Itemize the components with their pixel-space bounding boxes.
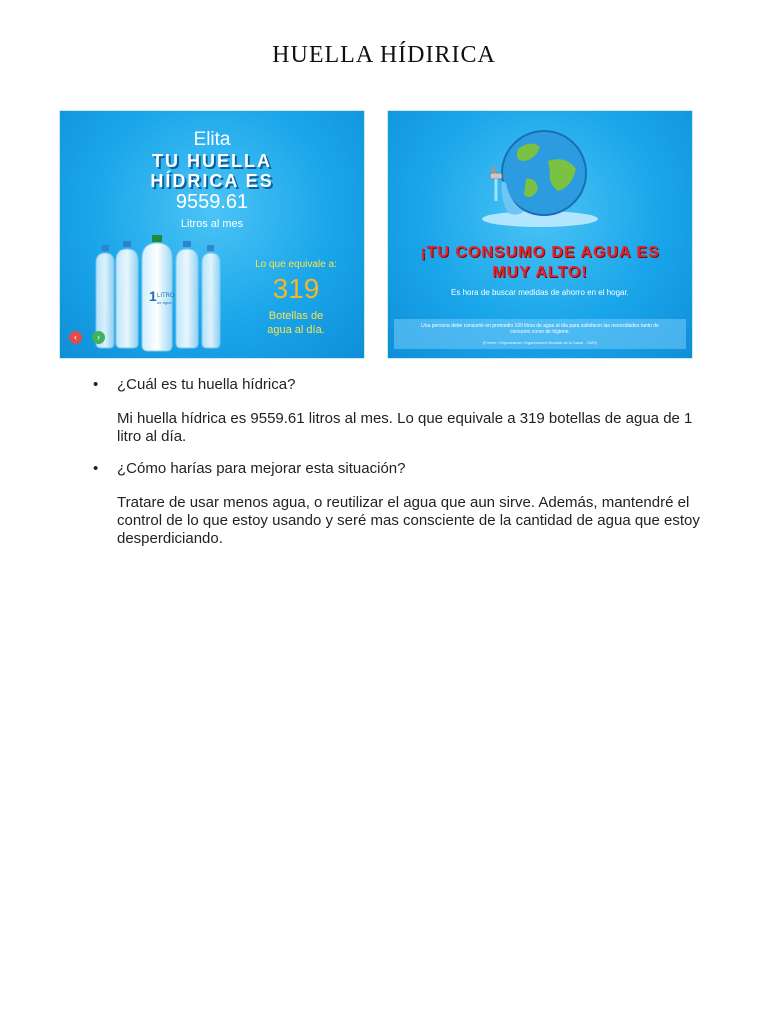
bottle-caption-line-2: agua al día. xyxy=(267,324,325,336)
question-text: ¿Cuál es tu huella hídrica? xyxy=(117,376,296,393)
warning-message: Es hora de buscar medidas de ahorro en el hogar. xyxy=(451,288,629,297)
headline-line-2: HÍDRICA ES xyxy=(150,171,274,191)
bottle-label-number: 1 xyxy=(149,288,157,304)
bottle-caption-line-1: Botellas de xyxy=(268,310,324,322)
previous-slide-button[interactable]: ‹ xyxy=(69,331,82,344)
next-slide-button[interactable]: › xyxy=(92,331,105,344)
bullet-icon: • xyxy=(93,376,99,393)
bottle-icon xyxy=(116,241,138,348)
consumption-warning-image xyxy=(388,111,692,358)
bottle-icon xyxy=(176,241,198,348)
fact-source: (Fuente: Organización Organización Mundial de la Salud - OMS) xyxy=(482,340,598,345)
user-name: Elita xyxy=(193,129,231,150)
question-list xyxy=(93,376,713,562)
footprint-unit: Litros al mes xyxy=(180,218,244,230)
list-item xyxy=(93,460,713,548)
page-title: HUELLA HÍDIRICA xyxy=(272,42,496,68)
consumption-fact: Una persona debe consumir en promedio 100 litros de agua al día para satisfacer las necesidades tanto de consumo como de higiene. xyxy=(421,323,659,335)
equivalence-label: Lo que equivale a: xyxy=(255,259,337,270)
warning-headline-line-2: MUY ALTO! xyxy=(492,264,588,281)
warning-headline xyxy=(388,243,692,283)
bottle-label-text: de agua xyxy=(157,300,172,305)
bottle-icon xyxy=(202,245,220,348)
answer-text: Mi huella hídrica es 9559.61 litros al mes. Lo que equivale a 319 botellas de agua de 1 litro al día. xyxy=(117,410,693,445)
bottle-count: 319 xyxy=(272,273,320,304)
bottle-label-unit: LITRO xyxy=(157,293,175,299)
footprint-result-image xyxy=(60,111,364,358)
water-bottles-illustration xyxy=(90,235,240,353)
footprint-value: 9559.61 xyxy=(175,191,249,213)
bullet-icon: • xyxy=(93,460,99,477)
melting-globe-illustration xyxy=(478,121,608,231)
warning-headline-line-1: ¡TU CONSUMO DE AGUA ES xyxy=(420,244,660,261)
question-text: ¿Cómo harías para mejorar esta situación? xyxy=(117,460,406,477)
answer-text: Tratare de usar menos agua, o reutilizar el agua que aun sirve. Además, mantendré el control de lo que estoy usando y seré mas consciente de la cantidad de agua que estoy desperdiciando. xyxy=(117,494,700,547)
list-item xyxy=(93,376,713,446)
headline-line-1: TU HUELLA xyxy=(152,151,272,171)
bottle-caption xyxy=(246,309,346,337)
